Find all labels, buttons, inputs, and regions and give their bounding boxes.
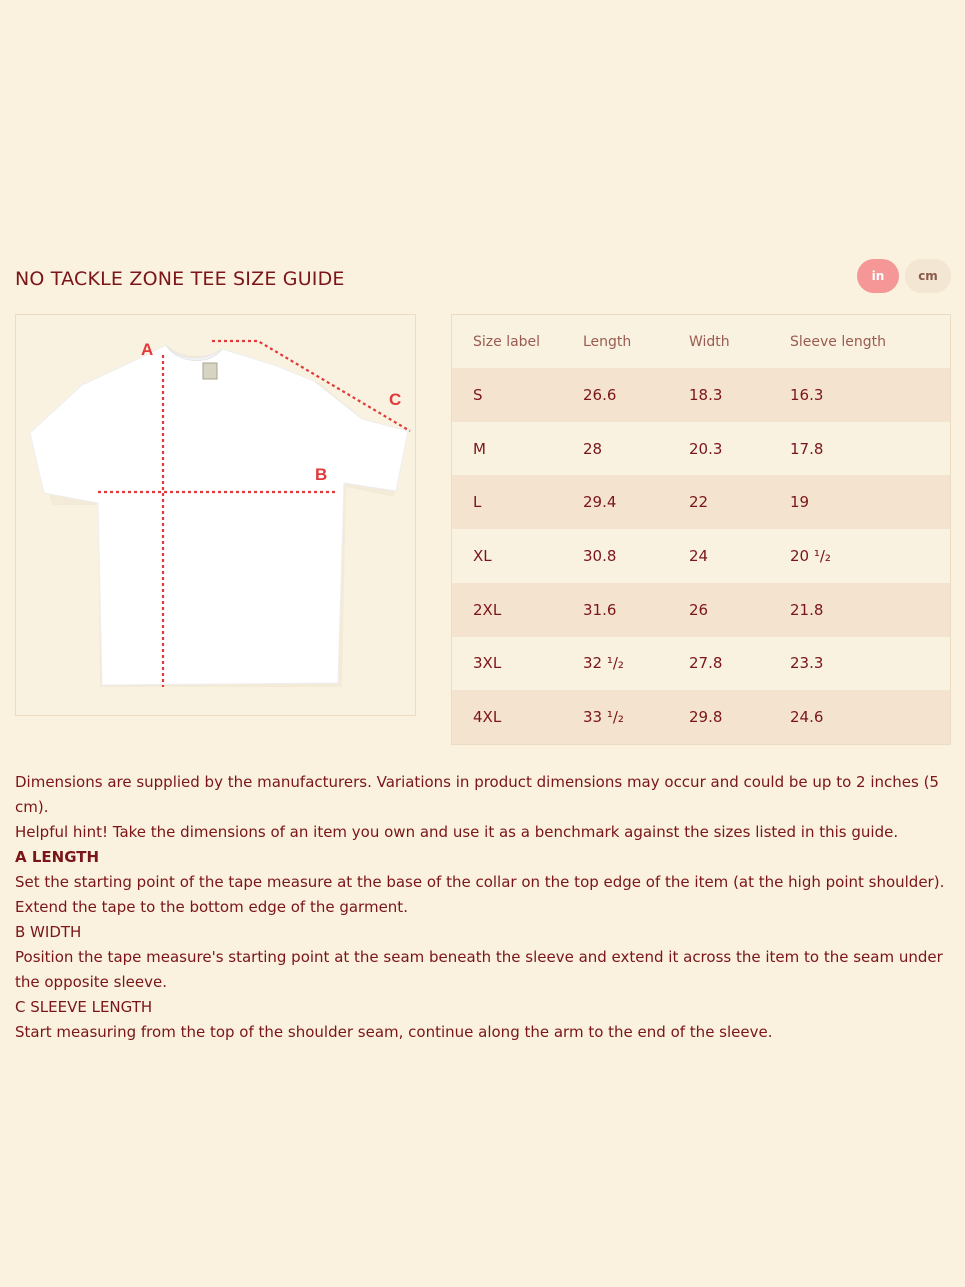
cell-width: 26 <box>689 583 790 637</box>
cell-width: 24 <box>689 546 709 565</box>
length-heading: A LENGTH <box>15 848 100 866</box>
page-title: NO TACKLE ZONE TEE SIZE GUIDE <box>15 268 345 290</box>
cell-width: 29.8 <box>689 690 790 744</box>
measurement-description <box>15 770 950 1045</box>
table-row <box>452 368 951 422</box>
cell-size: L <box>452 475 584 529</box>
table-row <box>452 637 951 691</box>
label-b: B <box>315 465 328 484</box>
cell-sleeve: 24.6 <box>790 690 951 744</box>
header-length: Length <box>583 333 632 350</box>
tshirt-diagram <box>16 315 417 717</box>
cell-sleeve: 16.3 <box>790 368 951 422</box>
table-header-row <box>452 315 951 369</box>
table-row <box>452 422 951 476</box>
cell-width: 22 <box>689 475 790 529</box>
helpful-hint-text: Helpful hint! Take the dimensions of an item you own and use it as a benchmark against the sizes listed in this guide. <box>15 823 899 841</box>
cell-length: 31.6 <box>583 583 689 637</box>
sleeve-instructions: Start measuring from the top of the shoulder seam, continue along the arm to the end of the sleeve. <box>15 1023 773 1041</box>
cell-size: 4XL <box>452 690 584 744</box>
table-row <box>452 475 951 529</box>
cell-size: XL <box>473 546 492 565</box>
cell-width: 18.3 <box>689 368 790 422</box>
length-instructions: Set the starting point of the tape measure at the base of the collar on the top edge of the item (at the high point shoulder). Extend the tape to the bottom edge of the garment. <box>15 873 945 916</box>
label-a: A <box>141 340 154 359</box>
cell-length: 26.6 <box>583 368 689 422</box>
unit-cm-button[interactable]: cm <box>905 259 951 293</box>
size-diagram <box>15 314 416 716</box>
cell-width: 27.8 <box>689 654 723 673</box>
tshirt-shape <box>30 345 408 685</box>
cell-sleeve: 20 ¹/₂ <box>790 546 831 565</box>
cell-length: 28 <box>583 439 603 458</box>
width-heading: B WIDTH <box>15 923 82 941</box>
cell-sleeve: 21.8 <box>790 583 951 637</box>
header-sleeve-length: Sleeve length <box>790 333 886 350</box>
cell-length: 30.8 <box>583 546 617 565</box>
header-width: Width <box>689 333 730 350</box>
cell-size: 2XL <box>452 583 584 637</box>
size-table <box>451 314 951 745</box>
cell-width: 20.3 <box>689 439 723 458</box>
label-tag <box>203 363 217 379</box>
label-c: C <box>389 390 402 409</box>
cell-sleeve: 19 <box>790 475 951 529</box>
table-row <box>452 583 951 637</box>
width-instructions: Position the tape measure's starting point at the seam beneath the sleeve and extend it across the item to the seam under the opposite sleeve. <box>15 948 943 991</box>
sleeve-heading: C SLEEVE LENGTH <box>15 998 153 1016</box>
unit-inches-button[interactable]: in <box>857 259 899 293</box>
cell-sleeve: 17.8 <box>790 439 824 458</box>
header-size-label: Size label <box>473 333 541 350</box>
cell-size: S <box>452 368 584 422</box>
cell-length: 32 ¹/₂ <box>583 654 624 673</box>
cell-size: M <box>473 439 486 458</box>
cell-sleeve: 23.3 <box>790 654 824 673</box>
table-row <box>452 690 951 744</box>
unit-toggle <box>857 259 951 293</box>
cell-size: 3XL <box>473 654 502 673</box>
table-row <box>452 529 951 583</box>
cell-length: 29.4 <box>583 475 689 529</box>
cell-length: 33 ¹/₂ <box>583 690 689 744</box>
disclaimer-text: Dimensions are supplied by the manufacturers. Variations in product dimensions may occur and could be up to 2 inches (5 cm). <box>15 773 939 816</box>
